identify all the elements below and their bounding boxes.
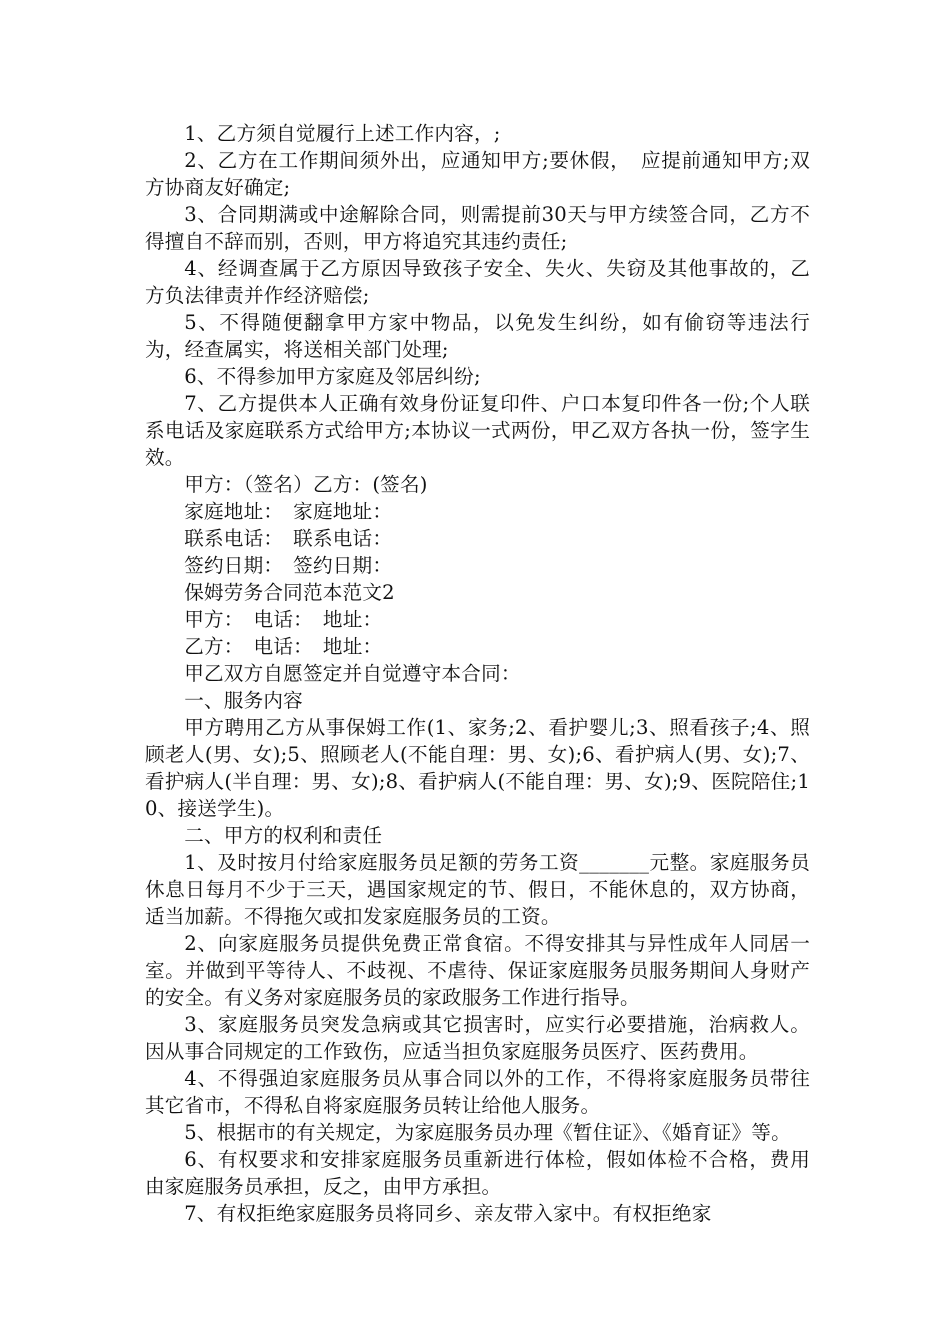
agreement-intro: 甲乙双方自愿签定并自觉遵守本合同： (184, 662, 521, 685)
date-line: 签约日期： 签约日期： (184, 554, 393, 577)
party-a-line: 甲方： 电话： 地址： (184, 608, 383, 631)
clause-2-leave-notice: 2、乙方在工作期间须外出，应通知甲方;要休假， 应提前通知甲方;双方协商友好确定; (145, 149, 810, 199)
heading-service-content: 一、服务内容 (184, 689, 303, 712)
party-a-clause-6-health-check: 6、有权要求和安排家庭服务员重新进行体检，假如体检不合格，费用由家庭服务员承担，反之，由甲方承担。 (145, 1148, 810, 1198)
clause-6-disputes: 6、不得参加甲方家庭及邻居纠纷; (184, 365, 481, 388)
clause-7-documents: 7、乙方提供本人正确有效身份证复印件、户口本复印件各一份;个人联系电话及家庭联系方式给甲方;本协议一式两份，甲乙双方各执一份，签字生效。 (145, 392, 810, 469)
party-a-clause-1-wages: 1、及时按月付给家庭服务员足额的劳务工资_______元整。家庭服务员休息日每月不少于三天，遇国家规定的节、假日，不能休息的，双方协商，适当加薪。不得拖欠或扣发家庭服务员的工资。 (145, 851, 810, 928)
clause-1-self-discipline: 1、乙方须自觉履行上述工作内容，; (184, 122, 501, 145)
service-content-text: 甲方聘用乙方从事保姆工作(1、家务;2、看护婴儿;3、照看孩子;4、照顾老人(男、女);5、照顾老人(不能自理：男、女);6、看护病人(男、女);7、看护病人(半自理：男、女);8、看护病人(不能自理：男、女);9、医院陪住;10、接送学生)。 (145, 716, 810, 820)
clause-3-contract-expiry: 3、合同期满或中途解除合同，则需提前30天与甲方续签合同，乙方不得擅自不辞而别，否则，甲方将追究其违约责任; (145, 203, 810, 253)
document-body (145, 120, 810, 1227)
party-a-clause-5-permits: 5、根据市的有关规定，为家庭服务员办理《暂住证》、《婚育证》等。 (184, 1121, 791, 1144)
clause-5-property: 5、不得随便翻拿甲方家中物品，以免发生纠纷，如有偷窃等违法行为，经查属实，将送相关部门处理; (145, 311, 810, 361)
party-a-clause-7-visitors: 7、有权拒绝家庭服务员将同乡、亲友带入家中。有权拒绝家 (184, 1202, 712, 1225)
phone-line: 联系电话： 联系电话： (184, 527, 393, 550)
party-a-clause-3-medical: 3、家庭服务员突发急病或其它损害时，应实行必要措施，治病救人。因从事合同规定的工作致伤，应适当担负家庭服务员医疗、医药费用。 (145, 1013, 810, 1063)
party-a-clause-2-lodging: 2、向家庭服务员提供免费正常食宿。不得安排其与异性成年人同居一室。并做到平等待人、不歧视、不虐待、保证家庭服务员服务期间人身财产的安全。有义务对家庭服务员的家政服务工作进行指导。 (145, 932, 810, 1009)
party-b-line: 乙方： 电话： 地址： (184, 635, 383, 658)
party-a-clause-4-no-transfer: 4、不得强迫家庭服务员从事合同以外的工作，不得将家庭服务员带往其它省市，不得私自将家庭服务员转让给他人服务。 (145, 1067, 810, 1117)
address-line: 家庭地址： 家庭地址： (184, 500, 393, 523)
section-title-template-2: 保姆劳务合同范本范文2 (184, 581, 395, 604)
signature-line: 甲方：（签名）乙方：(签名) (184, 473, 428, 496)
heading-party-a-rights: 二、甲方的权利和责任 (184, 824, 383, 847)
clause-4-liability: 4、经调查属于乙方原因导致孩子安全、失火、失窃及其他事故的，乙方负法律责并作经济赔偿; (145, 257, 810, 307)
